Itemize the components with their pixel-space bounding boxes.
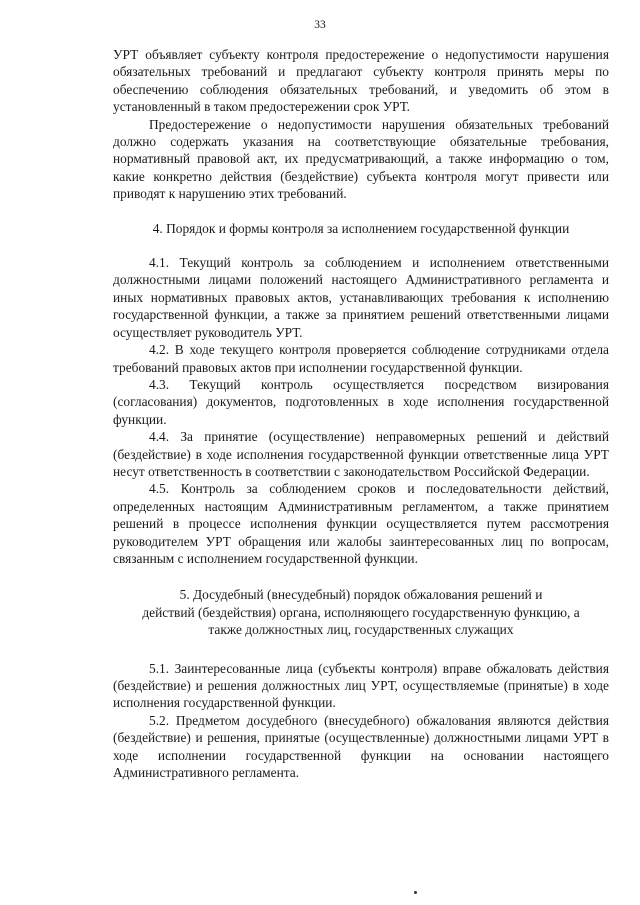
paragraph-warning-content: Предостережение о недопустимости нарушения обязательных требований должно содержать указания на соответствующие обязательные требования, нормативный правовой акт, их предусматривающий, а также информацию о том, какие конкретно действия (бездействие) субъекта контроля могут привести или приводят к нарушению этих требований. [113,116,609,202]
paragraph-5-1: 5.1. Заинтересованные лица (субъекты контроля) вправе обжаловать действия (бездействие) и решения должностных лиц УРТ, осуществляемые (принятые) в ходе исполнения государственной функции. [113,660,609,711]
paragraph-5-2: 5.2. Предметом досудебного (внесудебного) обжалования являются действия (бездействие) и решения, принятые (осуществленные) должностными лицами УРТ в ходе исполнении государственной функции на основании настоящего Административного регламента. [113,712,609,781]
section-4-heading: 4. Порядок и формы контроля за исполнением государственной функции [152,220,570,236]
paragraph-warning-notice: УРТ объявляет субъекту контроля предостережение о недопустимости нарушения обязательных требований и предлагают субъекту контроля принять меры по обеспечению соблюдения обязательных требований, и уведомить об этом в установленный в таком предостережении срок УРТ. [113,47,609,115]
page-content [113,46,609,781]
section-5-heading [113,586,609,638]
scan-mark [414,891,417,894]
paragraph-4-4: 4.4. За принятие (осуществление) неправомерных решений и действий (бездействие) в ходе исполнения государственной функции ответственные лица УРТ несут ответственность в соответствии с законодательством Российской Федерации. [113,429,609,479]
paragraph-4-3: 4.3. Текущий контроль осуществляется посредством визирования (согласования) документов, подготовленных в ходе исполнения государственной функции. [113,376,609,427]
paragraph-4-5: 4.5. Контроль за соблюдением сроков и последовательности действий, определенных настоящим Административным регламентом, а также принятием решений в процессе исполнения функции осуществляется путем рассмотрения руководителем УРТ обращения или жалобы заинтересованных лиц по вопросам, связанным с исполнением государственной функции. [113,481,609,566]
section-5-heading-line-2: действий (бездействия) органа, исполняющего государственную функцию, а [142,604,580,620]
section-5-heading-line-1: 5. Досудебный (внесудебный) порядок обжалования решений и [179,587,543,603]
paragraph-4-1: 4.1. Текущий контроль за соблюдением и исполнением ответственными должностными лицами положений настоящего Административного регламента и иных нормативных правовых актов, устанавливающих требования к исполнению государственной функции, а также за принятием решений ответственными лицами осуществляет руководитель УРТ. [113,255,609,340]
paragraph-4-2: 4.2. В ходе текущего контроля проверяется соблюдение сотрудниками отдела требований правовых актов при исполнении государственной функции. [113,342,609,375]
section-5-heading-line-3: также должностных лиц, государственных служащих [208,622,514,638]
page-number: 33 [314,19,326,31]
